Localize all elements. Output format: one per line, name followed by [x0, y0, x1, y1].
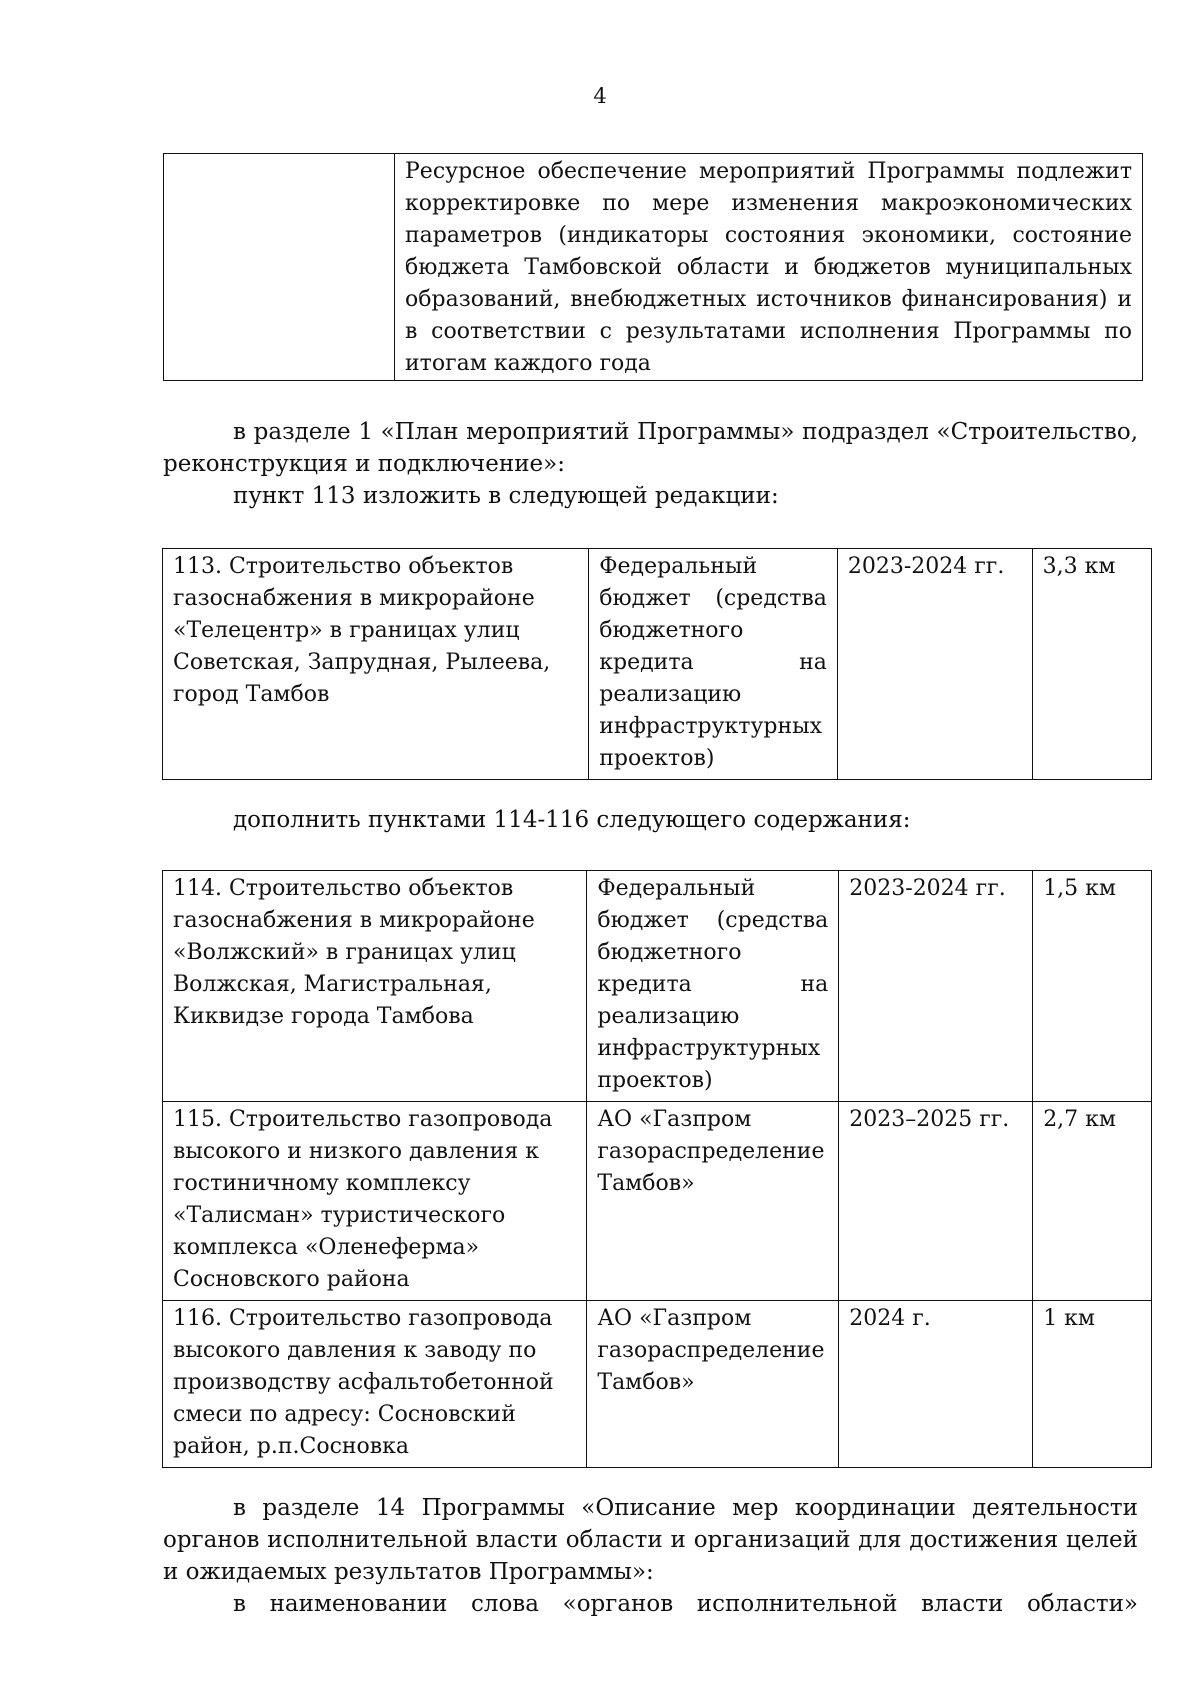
table-row [163, 1301, 1152, 1468]
item-source: Федеральный бюджет (средства бюджетного кредита на реализацию инфраструктурных проектов) [587, 871, 839, 1102]
item113-instruction: пункт 113 изложить в следующей редакции: [233, 483, 779, 509]
section1-intro: в разделе 1 «План мероприятий Программы» подраздел «Строительство, реконструкция и подключение»: [163, 419, 1138, 477]
item-source: АО «Газпром газораспределение Тамбов» [587, 1301, 839, 1468]
section14-intro: в разделе 14 Программы «Описание мер координации деятельности органов исполнительной власти области и организаций для достижения целей и ожидаемых результатов Программы»: [163, 1495, 1138, 1585]
item-name: 113. Строительство объектов газоснабжения в микрорайоне «Телецентр» в границах улиц Советская, Запрудная, Рылеева, город Тамбов [163, 549, 589, 780]
item-period: 2023-2024 гг. [837, 549, 1032, 780]
items-table [162, 870, 1152, 1468]
item-name: 116. Строительство газопровода высокого давления к заводу по производству асфальтобетонной смеси по адресу: Сосновский район, р.п.Сосновка [163, 1301, 587, 1468]
supplement-instruction: дополнить пунктами 114-116 следующего содержания: [233, 807, 911, 833]
section14-last-line: в наименовании слова «органов исполнительной власти области» [233, 1591, 1138, 1617]
empty-cell [164, 154, 395, 381]
item-period: 2023–2025 гг. [839, 1102, 1033, 1301]
item-size: 3,3 км [1032, 549, 1151, 780]
page-number: 4 [593, 84, 607, 108]
item-size: 1,5 км [1033, 871, 1152, 1102]
resource-text: Ресурсное обеспечение мероприятий Программы подлежит корректировке по мере изменения макроэкономических параметров (индикаторы состояния экономики, состояние бюджета Тамбовской области и бюджетов муниципальных образований, внебюджетных источников финансирования) и в соответствии с результатами исполнения Программы по итогам каждого года [395, 154, 1143, 381]
item-name: 115. Строительство газопровода высокого и низкого давления к гостиничному комплексу «Талисман» туристического комплекса «Оленеферма» Сосновского района [163, 1102, 587, 1301]
item-size: 2,7 км [1033, 1102, 1152, 1301]
item-source: АО «Газпром газораспределение Тамбов» [587, 1102, 839, 1301]
resource-table [163, 153, 1143, 381]
table-row [163, 549, 1152, 780]
table-row [164, 154, 1143, 381]
item-period: 2023-2024 гг. [839, 871, 1033, 1102]
item-source: Федеральный бюджет (средства бюджетного кредита на реализацию инфраструктурных проектов) [589, 549, 838, 780]
item-name: 114. Строительство объектов газоснабжения в микрорайоне «Волжский» в границах улиц Волжская, Магистральная, Киквидзе города Тамбова [163, 871, 587, 1102]
item113-table [162, 548, 1152, 780]
item-size: 1 км [1033, 1301, 1152, 1468]
table-row [163, 1102, 1152, 1301]
table-row [163, 871, 1152, 1102]
item-period: 2024 г. [839, 1301, 1033, 1468]
